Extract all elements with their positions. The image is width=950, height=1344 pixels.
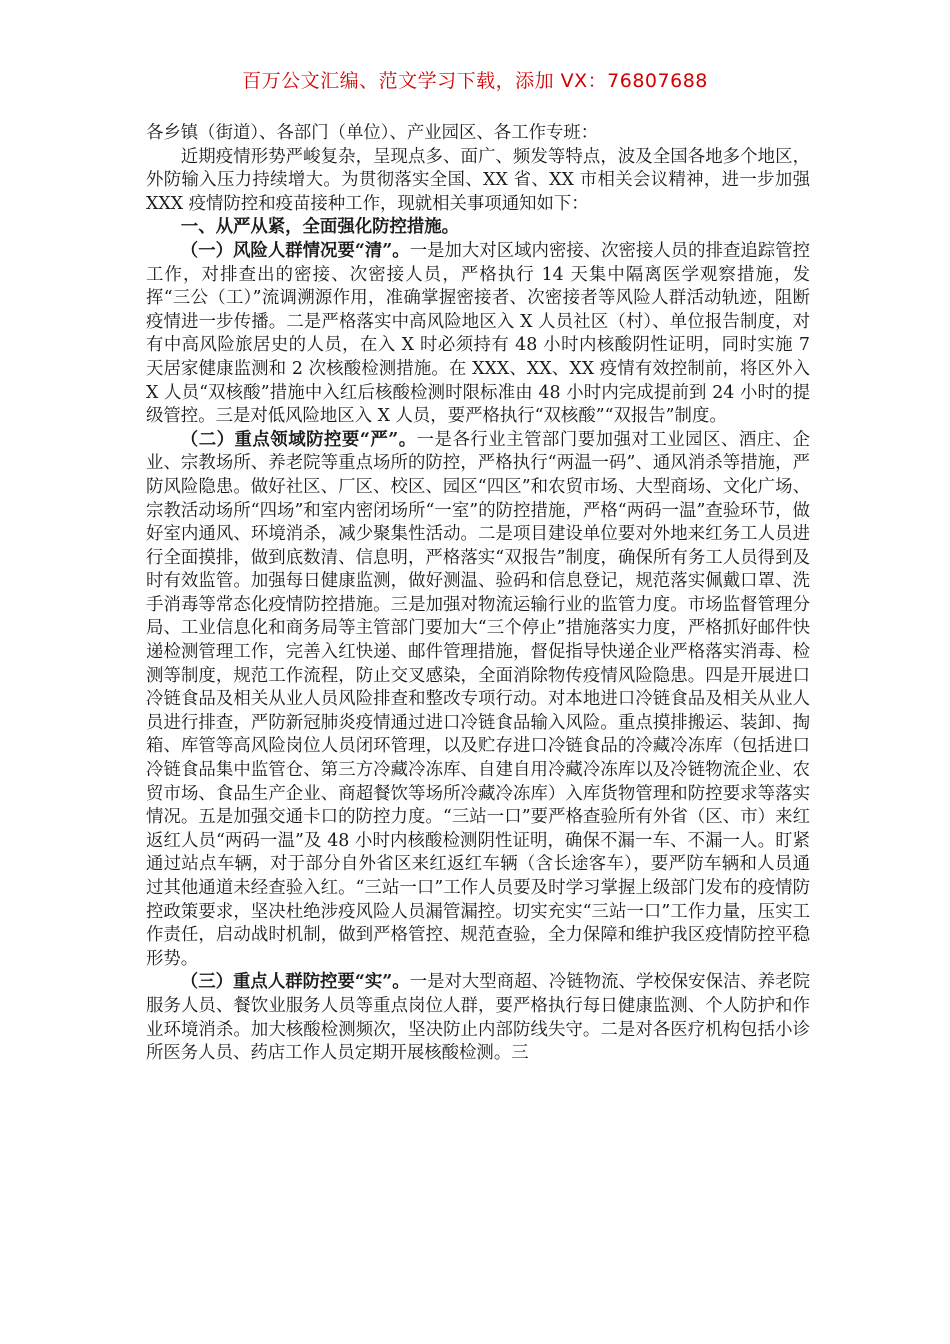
download-banner: 百万公文汇编、范文学习下载，添加 VX：76807688 [242, 70, 708, 92]
item-2-lead: （二）重点领域防控要“严”。 [180, 429, 417, 450]
salutation: 各乡镇（街道）、各部门（单位）、产业园区、各工作专班： [146, 123, 599, 143]
paragraph-item-1 [146, 240, 810, 429]
item-3-body: 一是对大型商超、冷链物流、学校保安保洁、养老院服务人员、餐饮业服务人员等重点岗位人群，要严格执行每日健康监测、个人防护和作业环境消杀。加大核酸检测频次，坚决防止内部防线失守。二是对各医疗机构包括小诊所医务人员、药店工作人员定期开展核酸检测。三 [146, 972, 810, 1064]
item-3-lead: （三）重点人群防控要“实”。 [180, 972, 410, 993]
intro-paragraph: 近期疫情形势严峻复杂，呈现点多、面广、频发等特点，波及全国各地多个地区，外防输入压力持续增大。为贯彻落实全国、XX 省、XX 市相关会议精神，进一步加强 XXX 疫情防控和疫苗接种工作，现就相关事项通知如下： [146, 146, 810, 214]
paragraph-item-3 [146, 971, 810, 1065]
item-1-body: 一是加大对区域内密接、次密接人员的排查追踪管控工作，对排查出的密接、次密接人员，严格执行 14 天集中隔离医学观察措施，发挥“三公（工）”流调溯源作用，准确掌握密接者、次密接者等风险人群活动轨迹，阻断疫情进一步传播。二是严格落实中高风险地区入 X 人员社区（村）、单位报告制度，对有中高风险旅居史的人员，在入 X 时必须持有 48 小时内核酸阴性证明，同时实施 7 天居家健康监测和 2 次核酸检测措施。在 XXX、XX、XX 疫情有效控制前，将区外入 X 人员“双核酸”措施中入红后核酸检测时限标准由 48 小时内完成提前到 24 小时的提级管控。三是对低风险地区入 X 人员，要严格执行“双核酸”“双报告”制度。 [146, 240, 810, 427]
section-heading: 一、从严从紧，全面强化防控措施。 [180, 217, 460, 238]
document-body [146, 122, 810, 1066]
item-2-body: 一是各行业主管部门要加强对工业园区、酒庄、企业、宗教场所、养老院等重点场所的防控，严格执行“两温一码”、通风消杀等措施，严防风险隐患。做好社区、厂区、校区、园区“四区”和农贸市场、大型商场、文化广场、宗教活动场所“四场”和室内密闭场所“一室”的防控措施，严格“两码一温”查验环节，做好室内通风、环境消杀，减少聚集性活动。二是项目建设单位要对外地来红务工人员进行全面摸排，做到底数清、信息明，严格落实“双报告”制度，确保所有务工人员得到及时有效监管。加强每日健康监测，做好测温、验码和信息登记，规范落实佩戴口罩、洗手消毒等常态化疫情防控措施。三是加强对物流运输行业的监管力度。市场监督管理分局、工业信息化和商务局等主管部门要加大“三个停止”措施落实力度，严格抓好邮件快递检测管理工作，完善入红快递、邮件管理措施，督促指导快递企业严格落实消毒、检测等制度，规范工作流程，防止交叉感染，全面消除物传疫情风险隐患。四是开展进口冷链食品及相关从业人员风险排查和整改专项行动。对本地进口冷链食品及相关从业人员进行排查，严防新冠肺炎疫情通过进口冷链食品输入风险。重点摸排搬运、装卸、掏箱、库管等高风险岗位人员闭环管理，以及贮存进口冷链食品的冷藏冷冻库（包括进口冷链食品集中监管仓、第三方冷藏冷冻库、自建自用冷藏冷冻库以及冷链物流企业、农贸市场、食品生产企业、商超餐饮等场所冷藏冷冻库）入库货物管理和防控要求等落实情况。五是加强交通卡口的防控力度。“三站一口”要严格查验所有外省（区、市）来红返红人员“两码一温”及 48 小时内核酸检测阴性证明，确保不漏一车、不漏一人。盯紧通过站点车辆，对于部分自外省区来红返红车辆（含长途客车），要严防车辆和人员通过其他通道未经查验入红。“三站一口”工作人员要及时学习掌握上级部门发布的疫情防控政策要求，坚决杜绝涉疫风险人员漏管漏控。切实充实“三站一口”工作力量，压实工作责任，启动战时机制，做到严格管控、规范查验，全力保障和维护我区疫情防控平稳形势。 [146, 429, 810, 969]
item-1-lead: （一）风险人群情况要“清”。 [180, 240, 410, 261]
paragraph-item-2 [146, 429, 810, 972]
